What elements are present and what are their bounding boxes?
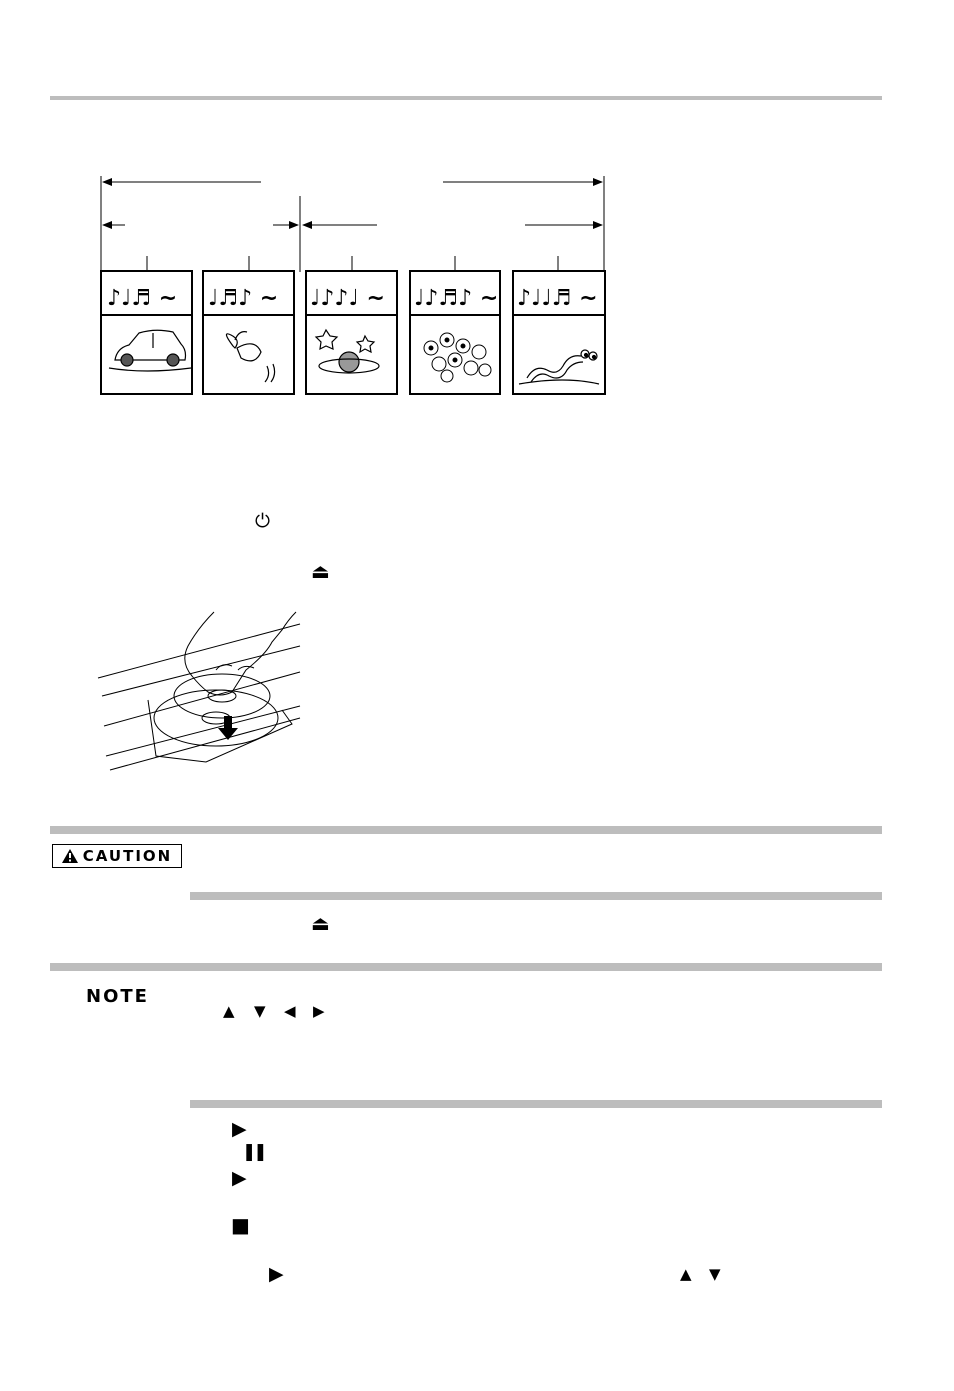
power-icon: ⏻ xyxy=(255,510,271,532)
tile-3-notes: ♩♪♪♩ ~ xyxy=(310,286,385,311)
note-rule xyxy=(50,963,882,971)
caution-rule xyxy=(50,826,882,834)
play-icon-2: ▶ xyxy=(232,1167,247,1189)
tile-1-notes: ♪♩♬ ~ xyxy=(107,286,178,311)
tile-5-notes: ♪♩♩♬ ~ xyxy=(517,286,598,311)
eject-icon-2: ⏏ xyxy=(311,911,330,935)
down-arrow-icon-2: ▼ xyxy=(709,1265,721,1283)
tile-2-notes: ♩♬♪ ~ xyxy=(208,286,279,311)
pause-icon: ❚❚ xyxy=(242,1142,265,1162)
left-arrow-icon: ◀ xyxy=(284,1002,296,1020)
play-icon: ▶ xyxy=(232,1118,247,1140)
play-icon-3: ▶ xyxy=(269,1263,284,1285)
caution-label-box xyxy=(52,844,182,868)
tile-4-notes: ♩♪♬♪ ~ xyxy=(414,286,499,311)
header-rule xyxy=(50,96,882,100)
down-arrow-icon: ▼ xyxy=(254,1002,266,1020)
note-subrule xyxy=(190,1100,882,1108)
warning-triangle-icon xyxy=(62,849,78,863)
disc-insert-illustration xyxy=(96,606,308,776)
stop-icon: ■ xyxy=(231,1213,250,1237)
caution-label: CAUTION xyxy=(82,847,173,865)
note-label: NOTE xyxy=(86,986,149,1007)
caution-subrule xyxy=(190,892,882,900)
up-arrow-icon: ▲ xyxy=(223,1002,235,1020)
up-arrow-icon-2: ▲ xyxy=(680,1265,692,1283)
eject-icon: ⏏ xyxy=(311,559,330,583)
right-arrow-icon: ▶ xyxy=(313,1002,325,1020)
